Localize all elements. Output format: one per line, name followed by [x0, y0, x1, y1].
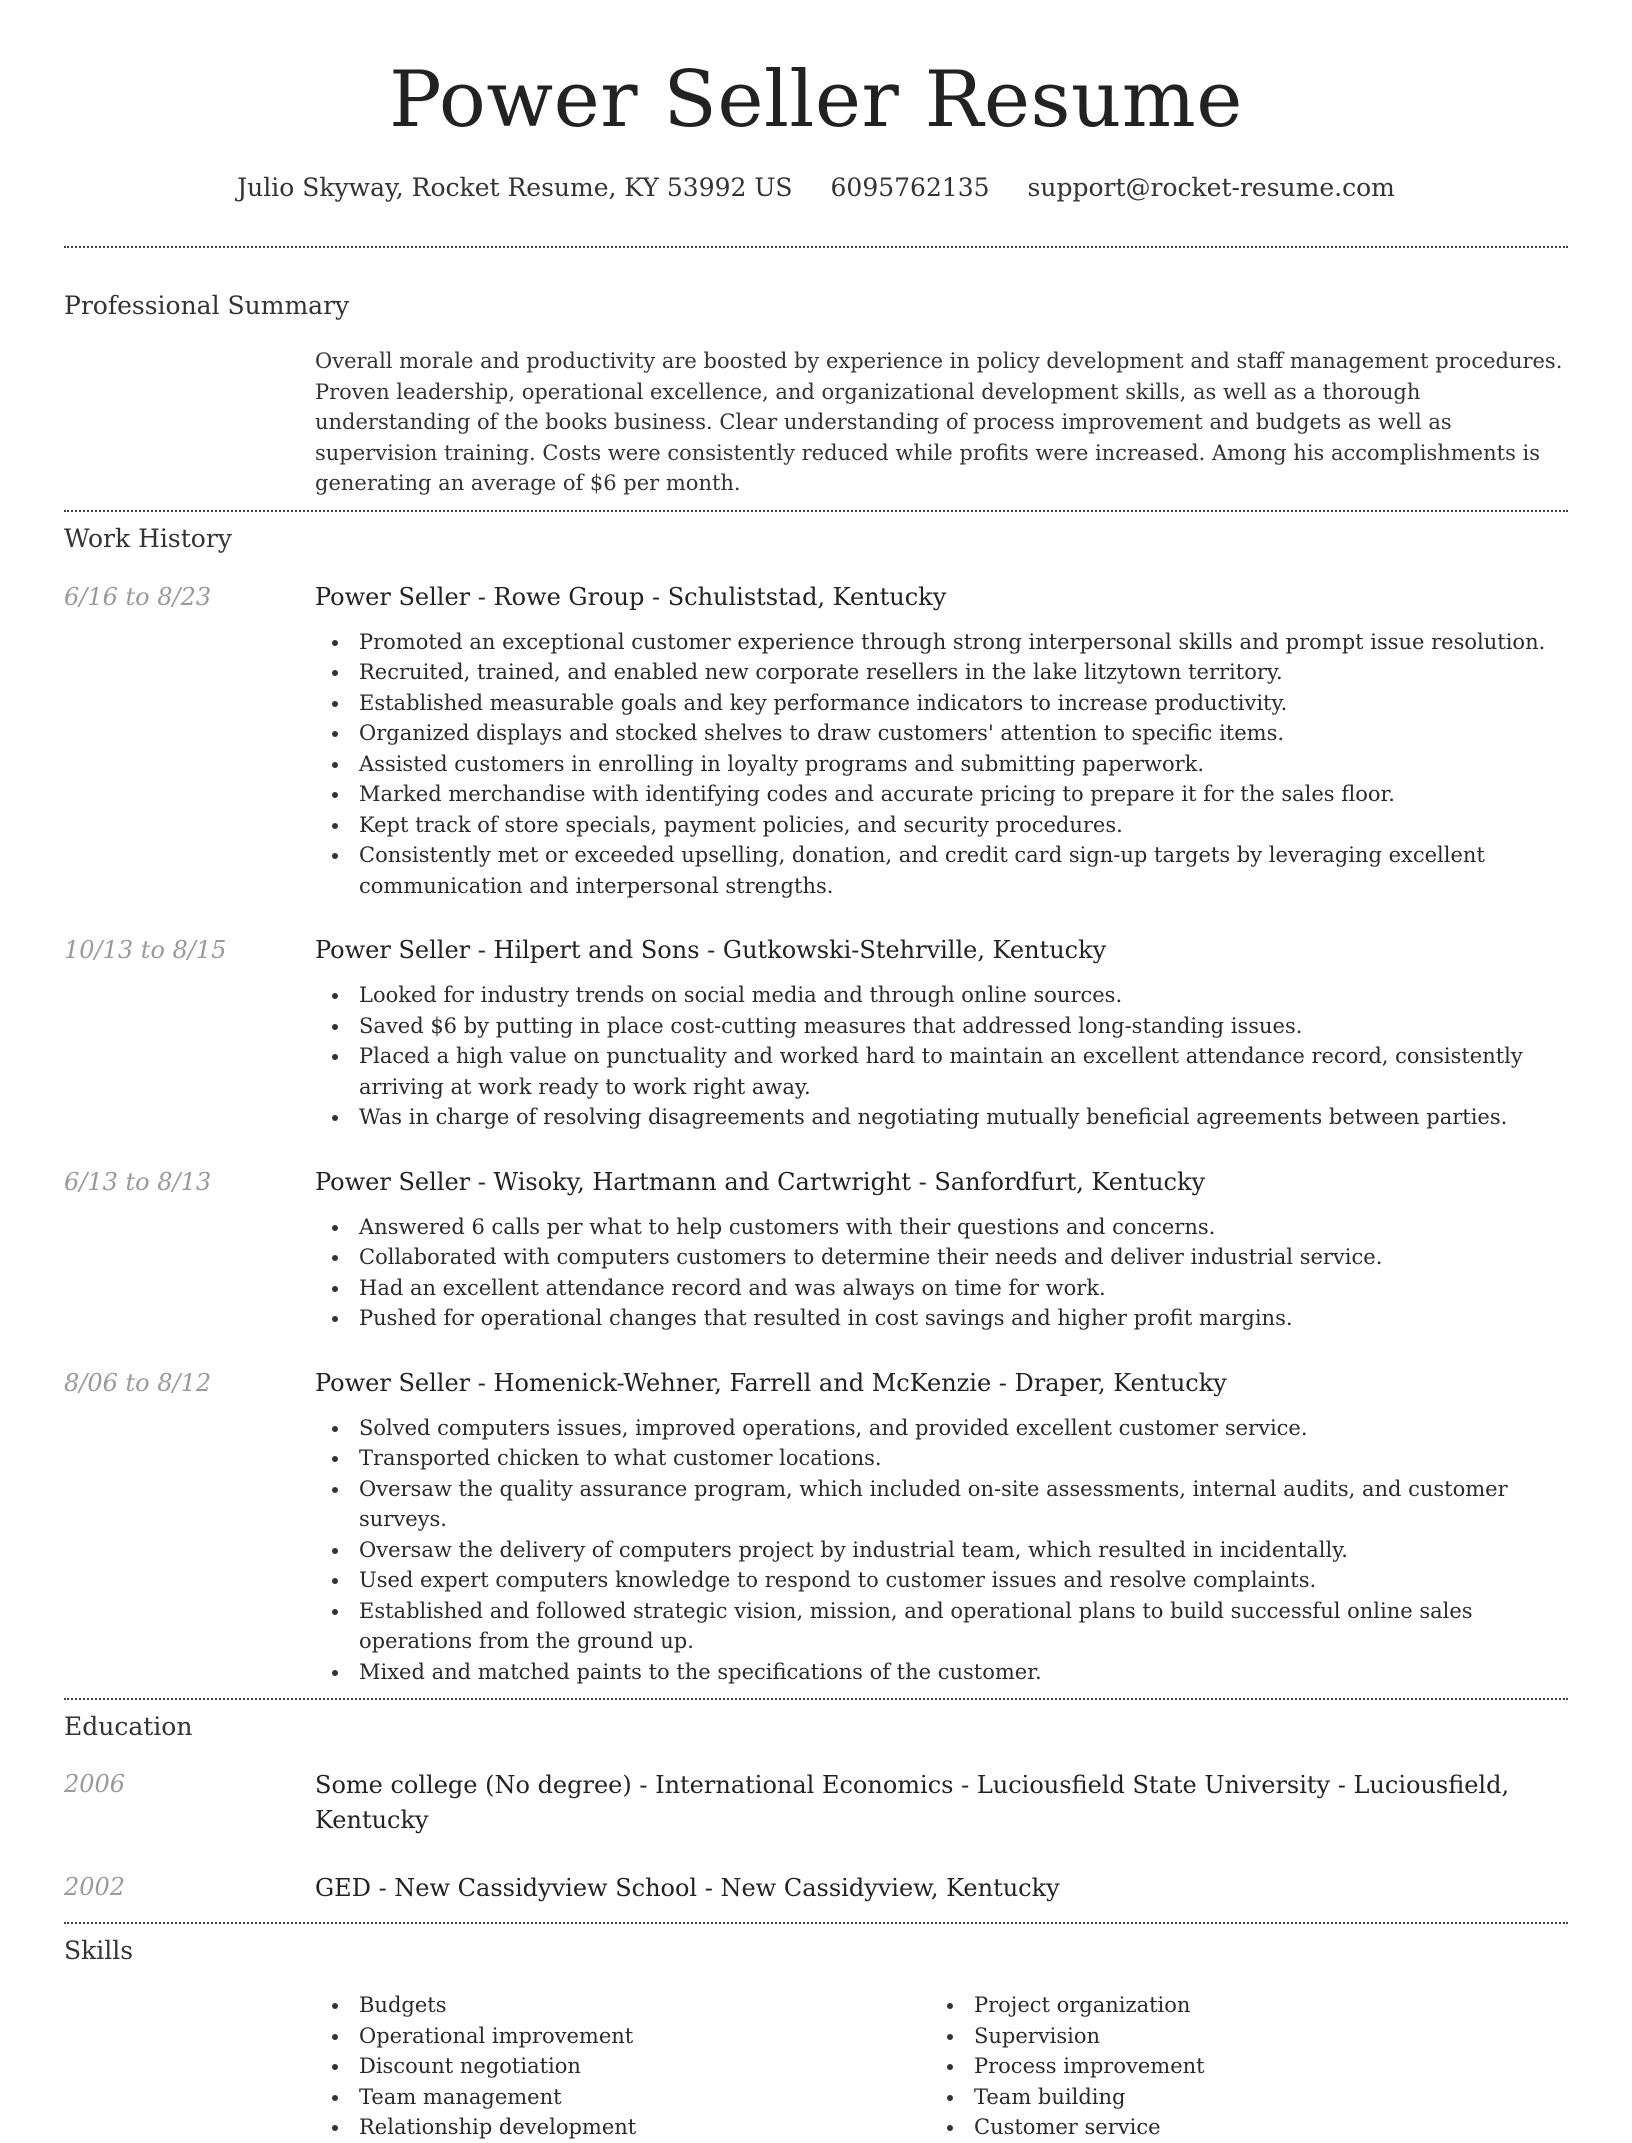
skills-heading: Skills: [64, 1936, 134, 1965]
job-bullet: Assisted customers in enrolling in loyalty programs and submitting paperwork.: [315, 749, 1568, 780]
skill-item: Customer service: [930, 2112, 1545, 2143]
job-bullet: Collaborated with computers customers to determine their needs and deliver industrial service.: [315, 1242, 1568, 1273]
job-bullet: Promoted an exceptional customer experience through strong interpersonal skills and prompt issue resolution.: [315, 627, 1568, 658]
skill-item: Team management: [315, 2082, 930, 2113]
skill-item: Relationship development: [315, 2112, 930, 2143]
job-bullets: [315, 980, 1568, 1133]
skill-item: Budgets: [315, 1990, 930, 2021]
job-entry: [64, 1367, 1568, 1688]
job-bullet: Kept track of store specials, payment policies, and security procedures.: [315, 810, 1568, 841]
job-bullets: [315, 1212, 1568, 1334]
contact-line: [64, 172, 1568, 204]
job-entry: [64, 1166, 1568, 1334]
skills-column-left: [315, 1990, 930, 2143]
job-bullet: Placed a high value on punctuality and worked hard to maintain an excellent attendance record, consistently arriving at work ready to work right away.: [315, 1041, 1568, 1102]
education-year: 2002: [64, 1873, 126, 1901]
job-bullet: Used expert computers knowledge to respond to customer issues and resolve complaints.: [315, 1565, 1568, 1596]
job-dates: 6/16 to 8/23: [64, 582, 212, 611]
job-bullets: [315, 627, 1568, 902]
resume-page: [64, 0, 1568, 2143]
skill-item: Operational improvement: [315, 2021, 930, 2052]
job-dates: 10/13 to 8/15: [64, 936, 227, 964]
education-entry: [64, 1768, 1568, 1838]
job-bullet: Had an excellent attendance record and was always on time for work.: [315, 1273, 1568, 1304]
section-divider: [64, 510, 1568, 512]
job-bullet: Mixed and matched paints to the specifications of the customer.: [315, 1657, 1568, 1688]
education-year: 2006: [64, 1770, 126, 1798]
skill-item: Discount negotiation: [315, 2051, 930, 2082]
job-bullet: Answered 6 calls per what to help customers with their questions and concerns.: [315, 1212, 1568, 1243]
job-bullet: Transported chicken to what customer locations.: [315, 1443, 1568, 1474]
job-title: Power Seller - Rowe Group - Schuliststad, Kentucky: [315, 582, 947, 611]
job-bullet: Oversaw the delivery of computers project by industrial team, which resulted in incidentally.: [315, 1535, 1568, 1566]
section-divider: [64, 246, 1568, 248]
job-title: Power Seller - Homenick-Wehner, Farrell and McKenzie - Draper, Kentucky: [315, 1368, 1227, 1397]
education-title: GED - New Cassidyview School - New Cassidyview, Kentucky: [315, 1874, 1060, 1902]
skill-item: Project organization: [930, 1990, 1545, 2021]
contact-email: support@rocket-resume.com: [1027, 173, 1395, 202]
job-title: Power Seller - Hilpert and Sons - Gutkowski-Stehrville, Kentucky: [315, 936, 1107, 964]
job-bullet: Pushed for operational changes that resulted in cost savings and higher profit margins.: [315, 1303, 1568, 1334]
section-divider: [64, 1922, 1568, 1924]
education-entry: [64, 1871, 1568, 1906]
job-bullet: Looked for industry trends on social media and through online sources.: [315, 980, 1568, 1011]
job-title: Power Seller - Wisoky, Hartmann and Cartwright - Sanfordfurt, Kentucky: [315, 1167, 1206, 1196]
work-history-heading: Work History: [64, 523, 232, 553]
section-divider: [64, 1698, 1568, 1700]
skill-item: Supervision: [930, 2021, 1545, 2052]
job-bullet: Established measurable goals and key performance indicators to increase productivity.: [315, 688, 1568, 719]
job-bullet: Established and followed strategic vision, mission, and operational plans to build successful online sales operations from the ground up.: [315, 1596, 1568, 1657]
job-bullets: [315, 1413, 1568, 1688]
job-bullet: Solved computers issues, improved operations, and provided excellent customer service.: [315, 1413, 1568, 1444]
skills-column-right: [930, 1990, 1545, 2143]
contact-address: Julio Skyway, Rocket Resume, KY 53992 US: [237, 173, 793, 202]
contact-phone: 6095762135: [830, 173, 990, 202]
skill-item: Process improvement: [930, 2051, 1545, 2082]
job-bullet: Marked merchandise with identifying codes and accurate pricing to prepare it for the sales floor.: [315, 779, 1568, 810]
skill-item: Team building: [930, 2082, 1545, 2113]
job-bullet: Oversaw the quality assurance program, which included on-site assessments, internal audits, and customer surveys.: [315, 1474, 1568, 1535]
job-entry: [64, 581, 1568, 902]
job-bullet: Was in charge of resolving disagreements and negotiating mutually beneficial agreements between parties.: [315, 1102, 1568, 1133]
resume-title: Power Seller Resume: [389, 55, 1243, 145]
job-bullet: Saved $6 by putting in place cost-cutting measures that addressed long-standing issues.: [315, 1011, 1568, 1042]
job-bullet: Organized displays and stocked shelves to draw customers' attention to specific items.: [315, 718, 1568, 749]
job-bullet: Consistently met or exceeded upselling, donation, and credit card sign-up targets by leveraging excellent communication and interpersonal strengths.: [315, 840, 1568, 901]
summary-text: Overall morale and productivity are boosted by experience in policy development and staff management procedures. Proven leadership, operational excellence, and organizational development skills, as well as a thorough understanding of the books business. Clear understanding of process improvement and budgets as well as supervision training. Costs were consistently reduced while profits were increased. Among his accomplishments is generating an average of $6 per month.: [315, 349, 1563, 495]
skills-list: [315, 1990, 1568, 2143]
job-entry: [64, 934, 1568, 1133]
job-dates: 6/13 to 8/13: [64, 1167, 212, 1196]
job-bullet: Recruited, trained, and enabled new corporate resellers in the lake litzytown territory.: [315, 657, 1568, 688]
summary-heading: Professional Summary: [64, 291, 350, 320]
education-title: Some college (No degree) - International Economics - Luciousfield State University - Luciousfield, Kentucky: [315, 1771, 1510, 1834]
job-dates: 8/06 to 8/12: [64, 1368, 212, 1397]
education-heading: Education: [64, 1712, 193, 1741]
